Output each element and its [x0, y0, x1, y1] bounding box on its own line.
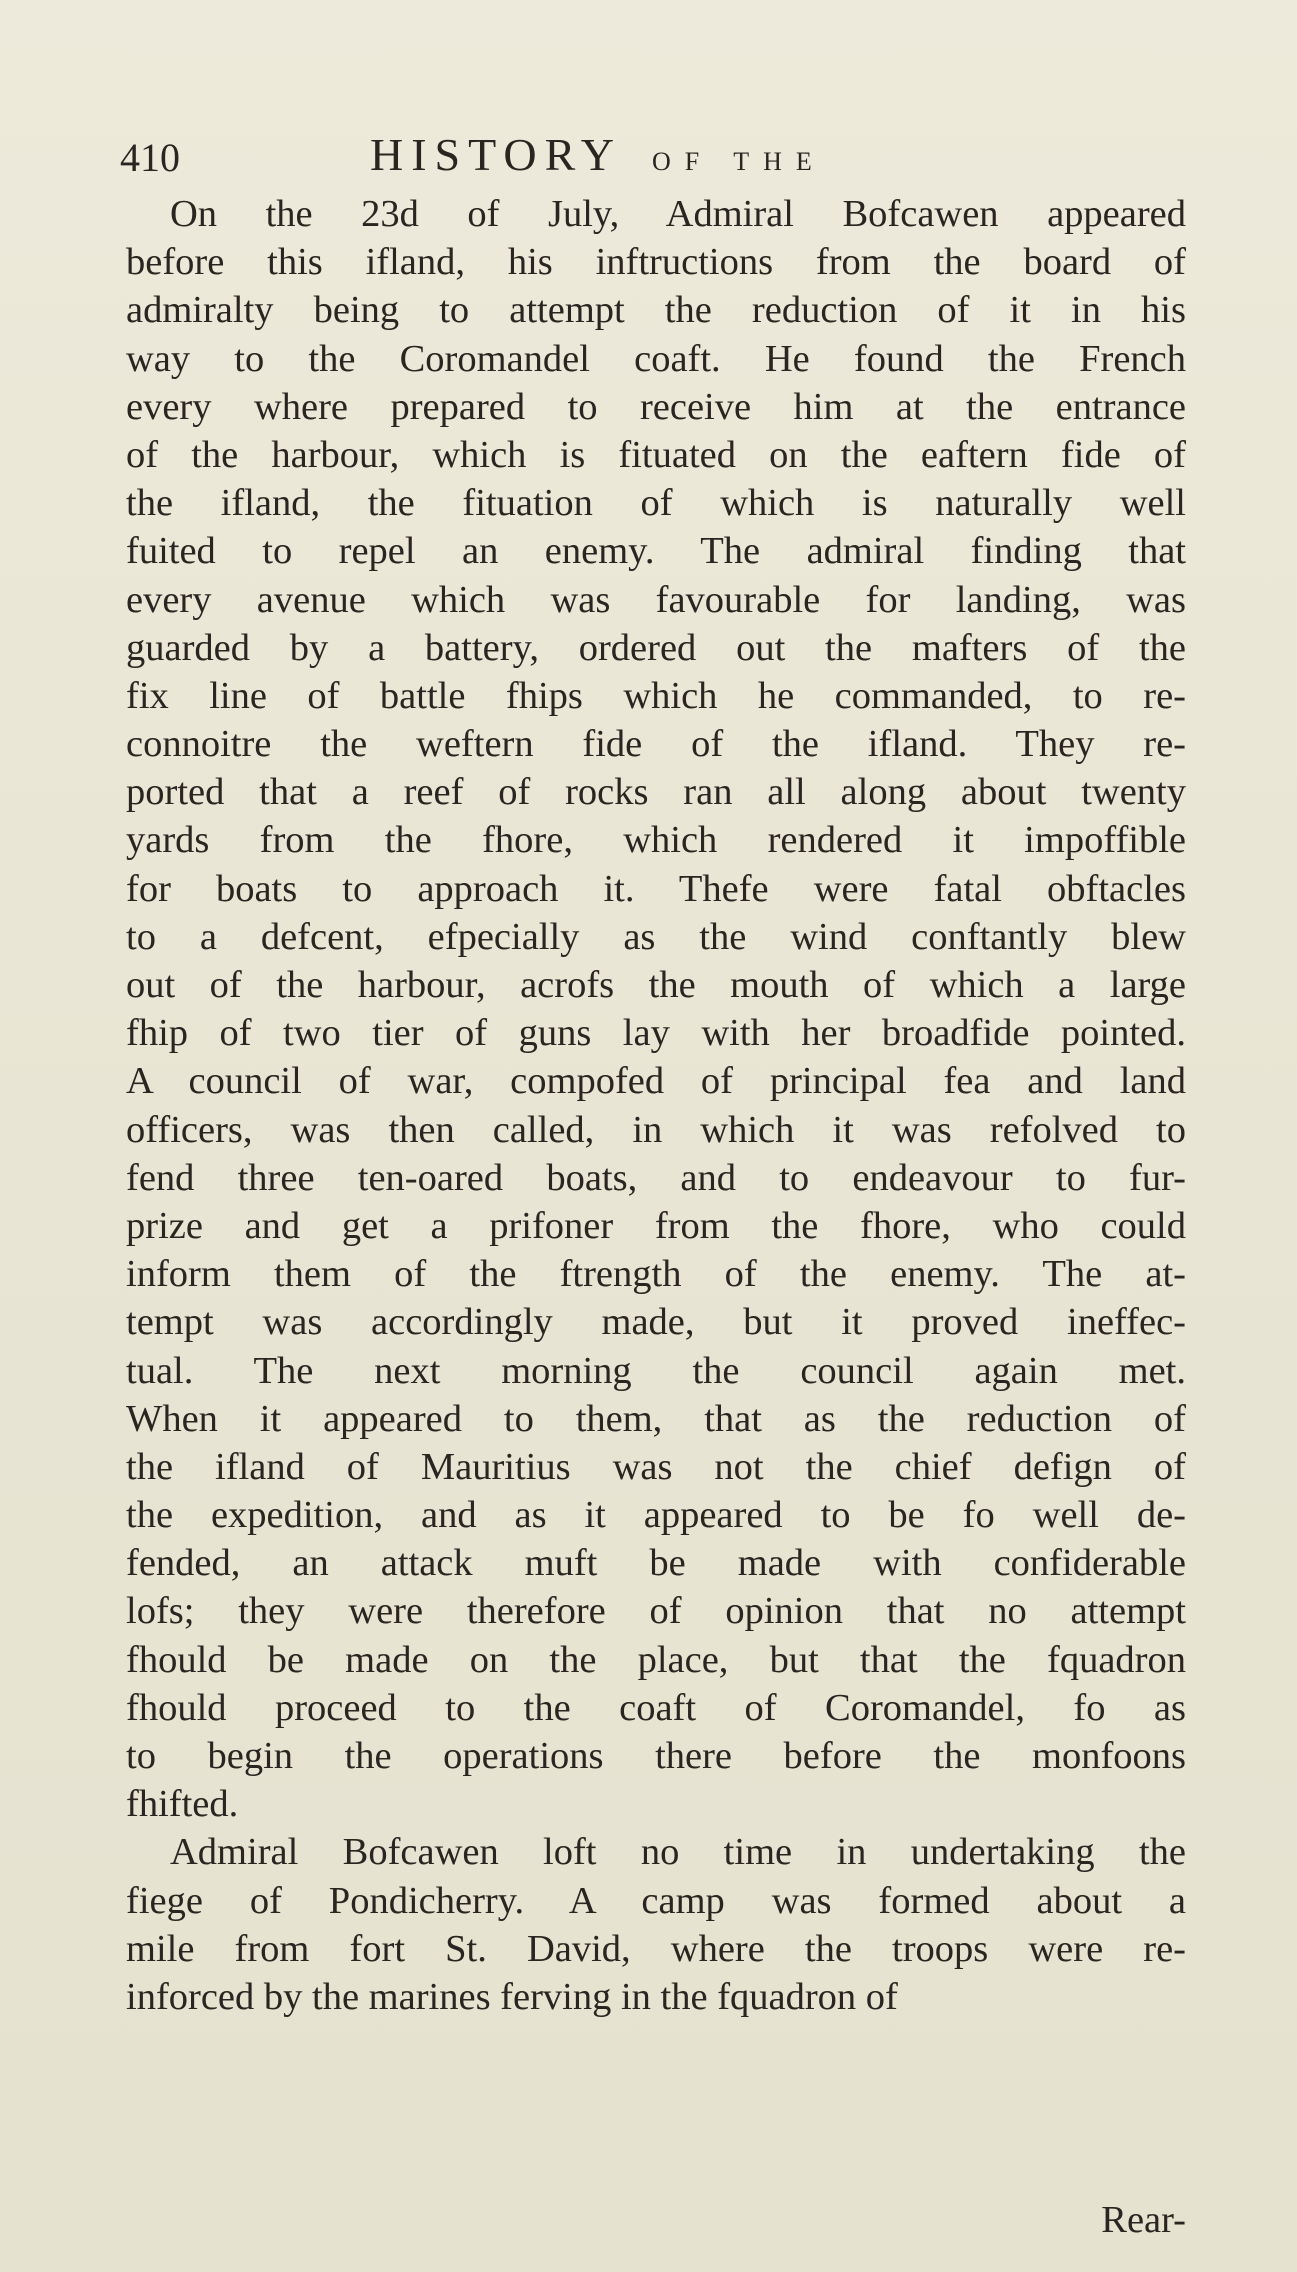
text-line: mile from fort St. David, where the troops were re- — [126, 1927, 1186, 1970]
text-line: officers, was then called, in which it was refolved to — [126, 1108, 1186, 1151]
text-line: guarded by a battery, ordered out the mafters of the — [126, 626, 1186, 669]
text-line: lofs; they were therefore of opinion that no attempt — [126, 1590, 1186, 1633]
catchword-row — [126, 2198, 1186, 2242]
text-line: way to the Coromandel coaft. He found the French — [126, 337, 1186, 380]
text-line: fhould proceed to the coaft of Coromandel, fo as — [126, 1686, 1186, 1729]
text-line: admiralty being to attempt the reduction of it in his — [126, 289, 1186, 332]
page-number: 410 — [120, 135, 180, 180]
text-line: ported that a reef of rocks ran all along about twenty — [126, 771, 1186, 814]
text-line: for boats to approach it. Thefe were fatal obftacles — [126, 867, 1186, 910]
text-line: fuited to repel an enemy. The admiral finding that — [126, 530, 1186, 573]
text-line: the ifland, the fituation of which is naturally well — [126, 482, 1186, 525]
text-line: to a defcent, efpecially as the wind conftantly blew — [126, 915, 1186, 958]
text-line: fended, an attack muft be made with confiderable — [126, 1542, 1186, 1585]
text-line: tual. The next morning the council again met. — [126, 1349, 1186, 1392]
text-line: connoitre the weftern fide of the ifland. They re- — [126, 723, 1186, 766]
text-line: fend three ten-oared boats, and to endeavour to fur- — [126, 1156, 1186, 1199]
text-line: fhifted. — [126, 1783, 239, 1826]
text-line: the expedition, and as it appeared to be fo well de- — [126, 1494, 1186, 1537]
text-line: fix line of battle fhips which he commanded, to re- — [126, 674, 1186, 717]
text-line: Admiral Bofcawen loft no time in undertaking the — [170, 1831, 1186, 1874]
text-line: every where prepared to receive him at the entrance — [126, 385, 1186, 428]
running-title-small: OF THE — [651, 147, 826, 176]
text-line: When it appeared to them, that as the reduction of — [126, 1397, 1186, 1440]
text-line: On the 23d of July, Admiral Bofcawen appeared — [170, 193, 1186, 235]
text-line: to begin the operations there before the monfoons — [126, 1735, 1186, 1777]
text-line: out of the harbour, acrofs the mouth of which a large — [126, 964, 1186, 1006]
text-line: yards from the fhore, which rendered it impoffible — [126, 819, 1186, 862]
text-line: prize and get a prifoner from the fhore, who could — [126, 1204, 1186, 1247]
text-line: A council of war, compofed of principal fea and land — [126, 1060, 1186, 1103]
running-title — [370, 128, 826, 181]
body-text — [126, 190, 1186, 2021]
catchword: Rear- — [1101, 2199, 1186, 2241]
text-line: of the harbour, which is fituated on the eaftern fide of — [126, 433, 1186, 476]
text-line: inform them of the ftrength of the enemy. The at- — [126, 1253, 1186, 1296]
running-title-main: HISTORY — [370, 129, 622, 180]
text-line: the ifland of Mauritius was not the chief defign of — [126, 1445, 1186, 1488]
text-line: fhip of two tier of guns lay with her broadfide pointed. — [126, 1012, 1186, 1055]
text-line: fiege of Pondicherry. A camp was formed about a — [126, 1879, 1186, 1922]
text-line: before this ifland, his inftructions from the board of — [126, 241, 1186, 284]
text-line: fhould be made on the place, but that the fquadron — [126, 1638, 1186, 1681]
text-line: inforced by the marines ferving in the fquadron of — [126, 1975, 898, 2018]
text-line: every avenue which was favourable for landing, was — [126, 578, 1186, 621]
text-line: tempt was accordingly made, but it proved ineffec- — [126, 1301, 1186, 1344]
page-header — [120, 128, 1200, 188]
